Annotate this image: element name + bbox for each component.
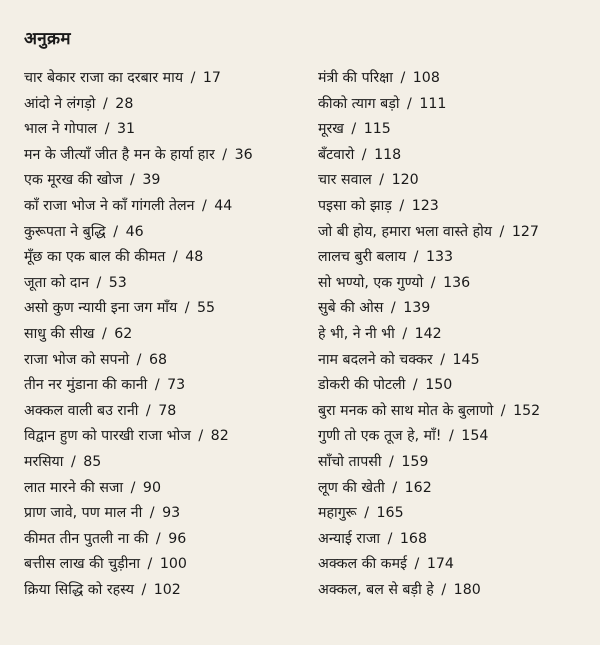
toc-entry-page: 123 — [411, 197, 439, 214]
toc-entry-page: 39 — [142, 172, 161, 189]
toc-separator: / — [384, 453, 399, 470]
toc-entry-title: सुबे की ओस — [318, 300, 384, 317]
toc-entry-page: 174 — [426, 556, 454, 573]
toc-entry-page: 31 — [117, 121, 136, 138]
toc-entry-title: साधु की सीख — [24, 325, 95, 342]
toc-entry-page: 96 — [168, 530, 187, 547]
toc-entry-title: भाल ने गोपाल — [24, 121, 98, 138]
toc-entry-page: 46 — [125, 223, 144, 240]
toc-entry — [318, 552, 540, 578]
toc-entry — [24, 348, 253, 374]
toc-entry — [318, 168, 540, 194]
toc-entry — [318, 220, 540, 246]
toc-entry — [318, 501, 540, 527]
toc-entry-title: एक मूरख की खोज — [24, 172, 123, 189]
toc-entry-page: 127 — [511, 223, 539, 240]
toc-entry — [318, 373, 540, 399]
toc-entry — [24, 168, 253, 194]
toc-entry — [24, 424, 253, 450]
toc-entry — [24, 373, 253, 399]
toc-separator: / — [168, 249, 183, 266]
toc-entry — [318, 399, 540, 425]
toc-entry — [24, 245, 253, 271]
toc-separator: / — [98, 95, 113, 112]
toc-left-column — [24, 66, 253, 603]
toc-separator: / — [217, 146, 232, 163]
toc-entry-page: 180 — [453, 581, 481, 598]
toc-entry — [318, 296, 540, 322]
toc-entry-title: मंत्री की परिक्षा — [318, 70, 393, 86]
toc-separator: / — [100, 121, 114, 138]
toc-entry-page: 62 — [114, 325, 133, 342]
toc-separator: / — [402, 95, 417, 112]
toc-separator: / — [409, 249, 423, 266]
toc-separator: / — [357, 146, 372, 163]
toc-separator: / — [145, 505, 160, 522]
toc-entry-page: 17 — [202, 70, 221, 86]
toc-entry — [24, 578, 253, 604]
toc-separator: / — [387, 479, 402, 496]
toc-entry — [24, 450, 253, 476]
page-title: अनुक्रम — [24, 29, 71, 49]
toc-separator: / — [410, 556, 424, 573]
toc-separator: / — [91, 274, 106, 291]
toc-entry — [24, 501, 253, 527]
toc-entry — [24, 271, 253, 297]
toc-entry-title: जूता को दान — [24, 274, 89, 291]
toc-entry — [318, 194, 540, 220]
toc-entry-title: असो कुण न्यायी इना जग माँय — [24, 300, 178, 317]
toc-entry-page: 68 — [148, 351, 168, 368]
toc-entry-page: 150 — [425, 377, 453, 394]
toc-separator: / — [197, 197, 212, 214]
toc-entry — [318, 348, 540, 374]
toc-entry-page: 154 — [461, 428, 489, 445]
toc-entry — [24, 92, 253, 118]
toc-separator: / — [408, 377, 423, 394]
toc-entry-title: अन्याई राजा — [318, 530, 381, 547]
toc-entry-title: लालच बुरी बलाय — [318, 249, 407, 266]
toc-entry-page: 145 — [452, 351, 480, 368]
toc-separator: / — [386, 300, 401, 317]
toc-entry-page: 136 — [443, 274, 471, 291]
toc-entry — [318, 92, 540, 118]
toc-separator: / — [359, 505, 374, 522]
toc-entry-title: मन के जीत्याँ जीत है मन के हार्या हार — [24, 146, 215, 163]
toc-entry-title: गुणी तो एक तूज हे, माँ! — [318, 428, 442, 445]
toc-entry-title: हे भी, ने नी भी — [318, 325, 395, 342]
toc-entry — [318, 143, 540, 169]
toc-entry-title: लात मारने की सजा — [24, 479, 124, 496]
toc-entry-title: कीमत तीन पुतली ना की — [24, 530, 149, 547]
toc-entry-page: 55 — [197, 300, 216, 317]
toc-entry — [24, 117, 253, 143]
toc-entry-title: सो भण्यो, एक गुण्यो — [318, 274, 424, 291]
toc-entry-page: 159 — [401, 453, 429, 470]
toc-entry — [24, 476, 253, 502]
toc-entry — [318, 66, 540, 92]
toc-entry-title: महागुरू — [318, 505, 357, 522]
toc-separator: / — [495, 223, 509, 240]
toc-separator: / — [193, 428, 208, 445]
toc-entry-page: 111 — [419, 95, 447, 112]
toc-separator: / — [126, 479, 140, 496]
toc-entry-title: डोकरी की पोटली — [318, 377, 406, 394]
toc-entry — [24, 527, 253, 553]
toc-entry-page: 168 — [399, 530, 427, 547]
toc-separator: / — [136, 581, 151, 598]
toc-entry-title: साँचो तापसी — [318, 453, 382, 470]
toc-entry-page: 142 — [414, 325, 442, 342]
toc-entry-page: 152 — [513, 402, 541, 419]
toc-separator: / — [143, 556, 157, 573]
toc-separator: / — [394, 197, 409, 214]
toc-entry-page: 133 — [425, 249, 454, 266]
toc-separator: / — [186, 70, 200, 86]
toc-entry-page: 82 — [210, 428, 229, 445]
toc-entry — [318, 424, 540, 450]
toc-separator: / — [383, 530, 397, 547]
toc-entry — [24, 66, 253, 92]
toc-entry — [24, 143, 253, 169]
toc-entry-page: 44 — [214, 197, 233, 214]
toc-entry — [24, 220, 253, 246]
toc-entry — [318, 271, 540, 297]
toc-entry-title: काँ राजा भोज ने काँ गांगली तेलन — [24, 197, 195, 214]
toc-separator: / — [97, 325, 112, 342]
toc-entry-title: मरसिया — [24, 453, 64, 470]
toc-entry — [318, 476, 540, 502]
toc-entry-title: कीको त्याग बड़ो — [318, 95, 400, 112]
toc-entry-page: 85 — [83, 453, 102, 470]
toc-entry-title: प्राण जावे, पण माल नी — [24, 505, 143, 522]
toc-entry-title: मूँछ का एक बाल की कीमत — [24, 249, 166, 266]
toc-separator: / — [436, 581, 451, 598]
toc-separator: / — [132, 351, 146, 368]
toc-entry-page: 28 — [115, 95, 134, 112]
toc-separator: / — [108, 223, 123, 240]
toc-separator: / — [496, 402, 511, 419]
toc-entry-title: आंदो ने लंगड़ो — [24, 95, 96, 112]
toc-separator: / — [444, 428, 459, 445]
toc-entry — [318, 117, 540, 143]
toc-entry — [318, 578, 540, 604]
toc-entry — [24, 399, 253, 425]
toc-right-column — [318, 66, 540, 603]
toc-entry-page: 90 — [142, 479, 161, 496]
toc-entry-page: 93 — [162, 505, 181, 522]
toc-entry-title: मूरख — [318, 121, 344, 138]
toc-separator: / — [125, 172, 140, 189]
toc-entry-title: जो बी होय, हमारा भला वास्ते होय — [318, 223, 493, 240]
toc-entry — [318, 527, 540, 553]
toc-separator: / — [426, 274, 441, 291]
toc-entry — [318, 245, 540, 271]
toc-separator: / — [397, 325, 412, 342]
toc-entry-title: क्रिया सिद्धि को रहस्य — [24, 581, 134, 598]
toc-entry-page: 115 — [363, 121, 391, 138]
toc-entry — [24, 322, 253, 348]
toc-entry-page: 120 — [391, 172, 419, 189]
toc-entry — [24, 296, 253, 322]
toc-entry — [24, 552, 253, 578]
toc-entry-title: नाम बदलने को चक्कर — [318, 351, 433, 368]
toc-separator: / — [395, 70, 410, 86]
toc-entry-page: 73 — [167, 377, 186, 394]
toc-entry-page: 108 — [412, 70, 440, 86]
toc-entry-title: बत्तीस लाख की चुड़ीना — [24, 556, 140, 573]
toc-entry-title: बुरा मनक को साथ मोत के बुलाणो — [318, 402, 494, 419]
toc-entry-page: 78 — [158, 402, 177, 419]
toc-entry-title: चार बेकार राजा का दरबार माय — [24, 70, 184, 86]
toc-entry-page: 36 — [234, 146, 253, 163]
toc-entry-title: तीन नर मुंडाना की कानी — [24, 377, 148, 394]
toc-entry-title: कुरूपता ने बुद्धि — [24, 223, 106, 240]
toc-entry-page: 162 — [404, 479, 432, 496]
toc-separator: / — [346, 121, 361, 138]
toc-entry-page: 48 — [185, 249, 204, 266]
toc-entry-title: अक्कल की कमई — [318, 556, 408, 573]
toc-entry-page: 53 — [108, 274, 127, 291]
toc-entry-title: बँटवारो — [318, 146, 355, 163]
toc-separator: / — [374, 172, 389, 189]
toc-entry-page: 139 — [403, 300, 431, 317]
toc-entry-title: चार सवाल — [318, 172, 372, 189]
toc-entry — [318, 450, 540, 476]
toc-entry-title: विद्वान हुण को पारखी राजा भोज — [24, 428, 191, 445]
toc-separator: / — [180, 300, 195, 317]
toc-entry-title: अक्कल वाली बउ रानी — [24, 402, 139, 419]
toc-separator: / — [66, 453, 81, 470]
toc-entry-page: 165 — [376, 505, 404, 522]
toc-separator: / — [151, 530, 166, 547]
toc-entry-title: पइसा को झाड़ — [318, 197, 392, 214]
toc-entry-title: राजा भोज को सपनो — [24, 351, 130, 368]
toc-separator: / — [435, 351, 450, 368]
toc-entry-title: लूण की खेती — [318, 479, 385, 496]
toc-entry — [318, 322, 540, 348]
toc-entry-page: 118 — [374, 146, 402, 163]
toc-entry — [24, 194, 253, 220]
toc-separator: / — [150, 377, 165, 394]
toc-entry-page: 102 — [153, 581, 181, 598]
toc-separator: / — [141, 402, 156, 419]
toc-entry-title: अक्कल, बल से बड़ी हे — [318, 581, 434, 598]
toc-entry-page: 100 — [159, 556, 187, 573]
